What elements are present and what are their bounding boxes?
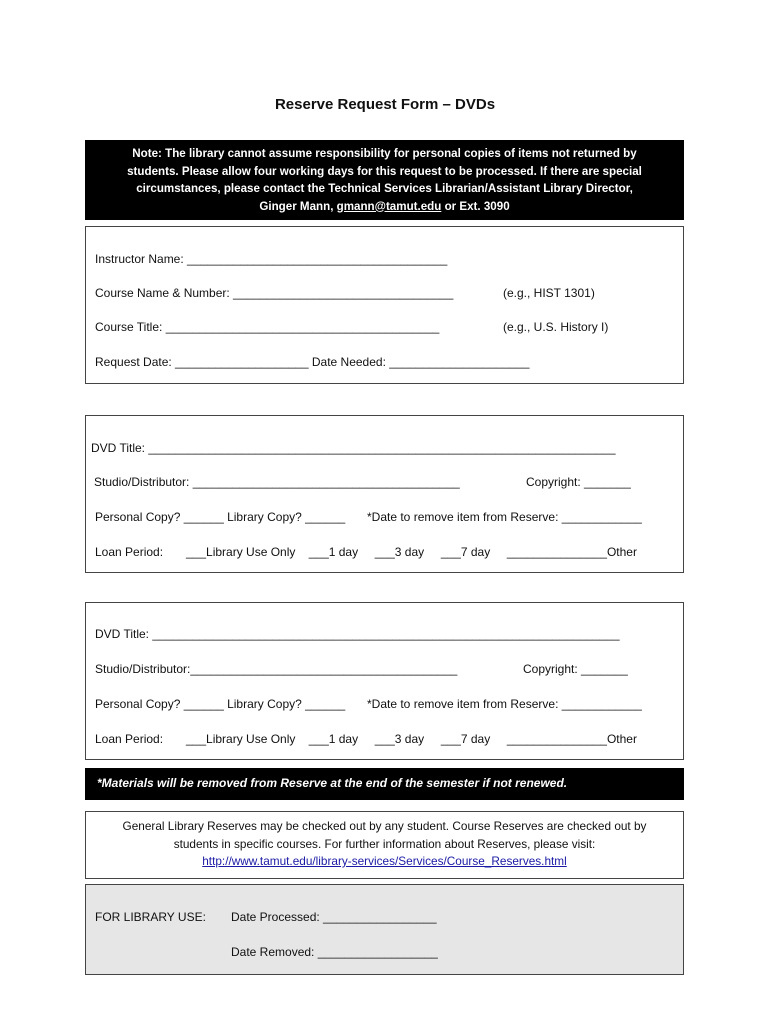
dvd-title-field[interactable]: DVD Title: ______________________________________________________________________	[95, 627, 620, 641]
course-info-section	[85, 226, 684, 384]
dvd-2-section	[85, 602, 684, 760]
dvd-title-field[interactable]: DVD Title: ______________________________________________________________________	[91, 441, 616, 455]
library-use-section	[85, 884, 684, 975]
contact-email-link[interactable]: gmann@tamut.edu	[336, 199, 442, 213]
page-title: Reserve Request Form – DVDs	[274, 96, 496, 113]
loan-period-label: Loan Period:	[95, 732, 164, 746]
info-line	[94, 853, 675, 871]
reserves-url-link[interactable]: http://www.tamut.edu/library-services/Services/Course_Reserves.html	[202, 854, 567, 868]
course-name-example: (e.g., HIST 1301)	[503, 286, 595, 300]
loan-period-options[interactable]: ___Library Use Only ___1 day ___3 day ___7 day _______________Other	[186, 732, 637, 746]
remove-date-field[interactable]: *Date to remove item from Reserve: ____________	[367, 510, 642, 524]
note-line: Note: The library cannot assume responsibility for personal copies of items not returned by	[132, 147, 637, 160]
contact-name: Ginger Mann,	[259, 199, 337, 213]
course-title-field[interactable]: Course Title: _________________________________________	[95, 320, 440, 334]
removal-warning-banner: *Materials will be removed from Reserve at the end of the semester if not renewed.	[85, 768, 684, 800]
date-removed-field[interactable]: Date Removed: __________________	[231, 945, 438, 959]
copy-type-field[interactable]: Personal Copy? ______ Library Copy? ______	[95, 510, 346, 524]
library-use-label: FOR LIBRARY USE:	[95, 910, 206, 924]
studio-field[interactable]: Studio/Distributor:________________________________________	[95, 662, 458, 676]
remove-date-field[interactable]: *Date to remove item from Reserve: ____________	[367, 697, 642, 711]
loan-period-options[interactable]: ___Library Use Only ___1 day ___3 day ___7 day _______________Other	[186, 545, 637, 559]
note-line: students. Please allow four working days for this request to be processed. If there are special	[127, 164, 642, 178]
loan-period-label: Loan Period:	[95, 545, 164, 559]
note-line: circumstances, please contact the Technical Services Librarian/Assistant Library Director,	[136, 182, 633, 195]
info-line: General Library Reserves may be checked out by any student. Course Reserves are checked out by	[122, 819, 647, 833]
copyright-field[interactable]: Copyright: _______	[523, 662, 628, 676]
info-line: students in specific courses. For further information about Reserves, please visit:	[173, 836, 596, 851]
course-title-example: (e.g., U.S. History I)	[503, 320, 609, 334]
course-name-field[interactable]: Course Name & Number: _________________________________	[95, 286, 454, 300]
reserves-info-section	[85, 811, 684, 879]
dvd-1-section	[85, 415, 684, 573]
request-date-field[interactable]: Request Date: ____________________ Date Needed: _____________________	[95, 355, 530, 369]
instructor-name-field[interactable]: Instructor Name: _______________________________________	[95, 252, 448, 266]
copyright-field[interactable]: Copyright: _______	[526, 475, 631, 489]
responsibility-note	[85, 140, 684, 220]
note-line	[101, 198, 668, 216]
copy-type-field[interactable]: Personal Copy? ______ Library Copy? ______	[95, 697, 346, 711]
studio-field[interactable]: Studio/Distributor: ________________________________________	[94, 475, 460, 489]
contact-ext: or Ext. 3090	[441, 199, 510, 213]
date-processed-field[interactable]: Date Processed: _________________	[231, 910, 437, 924]
